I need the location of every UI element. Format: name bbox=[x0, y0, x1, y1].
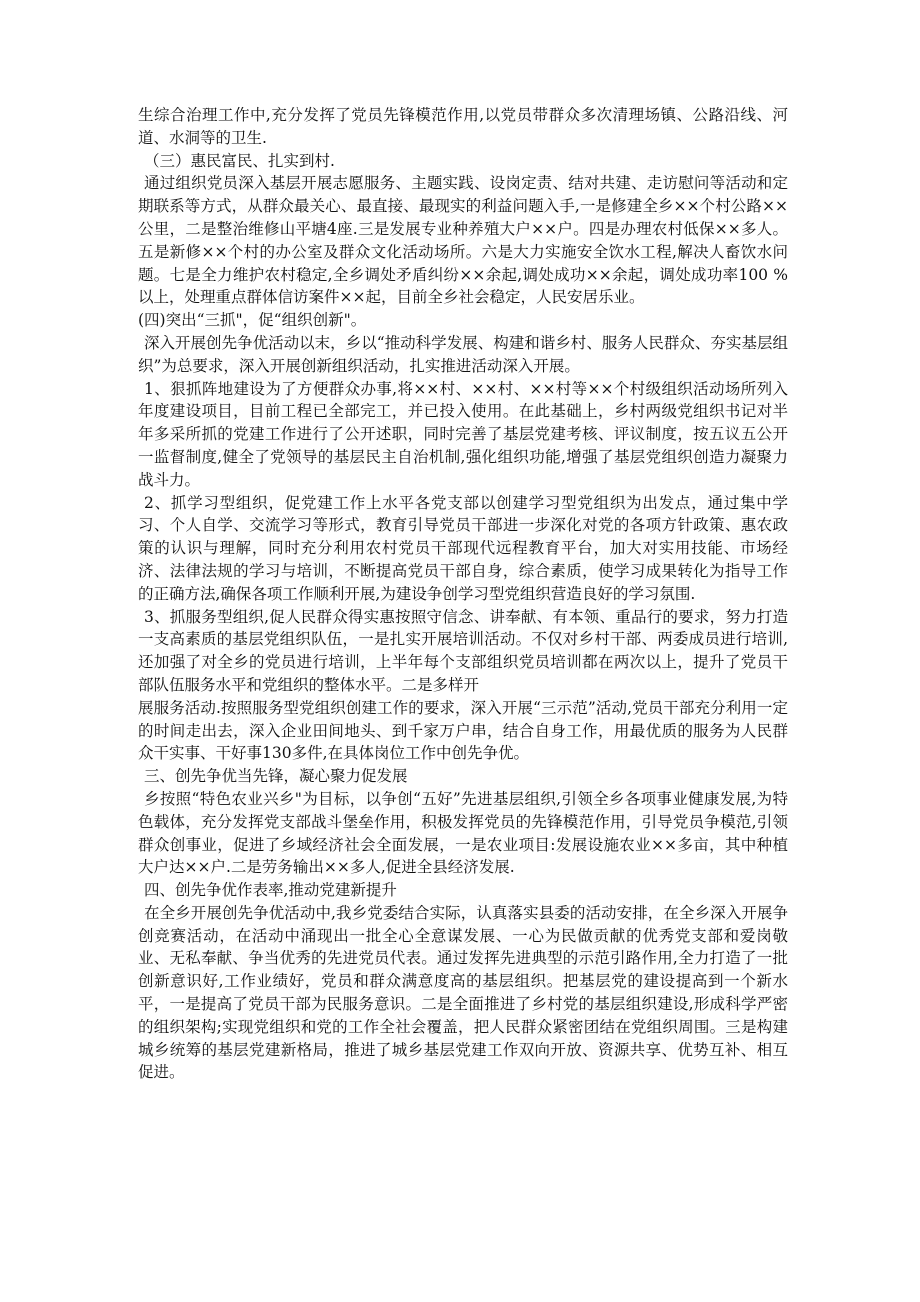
heading-three-grasps: (四)突出“三抓"，促“组织创新"。 bbox=[138, 311, 367, 330]
paragraph-special-agriculture: 乡按照“特色农业兴乡"为目标，以争创“五好”先进基层组织,引领全乡各项事业健康发展,为特色载体，充分发挥党支部战斗堡垒作用，积极发挥党员的先锋模范作用，引导党员争模范,引领群众创事业，促进了乡域经济社会全面发展，一是农业项目:发展设施农业××多亩，其中种植大户达××户.二是劳务输出××多人,促进全县经济发展. bbox=[138, 789, 788, 877]
heading-benefit-villagers: （三）惠民富民、扎实到村. bbox=[144, 151, 335, 170]
paragraph-innovation-activity: 深入开展创先争优活动以末，乡以“推动科学发展、构建和谐乡村、服务人民群众、夯实基层组织”为总要求，深入开展创新组织活动，扎实推进活动深入开展。 bbox=[138, 333, 788, 375]
paragraph-service-organization: 3、抓服务型组织,促人民群众得实惠按照守信念、讲奉献、有本领、重品行的要求，努力打造一支高素质的基层党组织队伍，一是扎实开展培训活动。不仅对乡村干部、两委成员进行培训,还加强了对全乡的党员进行培训，上半年每个支部组织党员培训都在两次以上，提升了党员干部队伍服务水平和党组织的整体水平。二是多样开 bbox=[138, 607, 788, 694]
paragraph-position-building: 1、狠抓阵地建设为了方便群众办事,将××村、××村、××村等××个村级组织活动场所列入年度建设项目，目前工程已全部完工，并已投入使用。在此基础上，乡村两级党组织书记对半年多采所抓的党建工作进行了公开述职，同时完善了基层党建考核、评议制度，按五议五公开一监督制度,健全了党领导的基层民主自治机制,强化组织功能,增强了基层党组织创造力凝聚力战斗力。 bbox=[138, 379, 788, 489]
heading-section-four: 四、创先争优作表率,推动党建新提升 bbox=[144, 881, 397, 900]
paragraph-volunteer-service: 通过组织党员深入基层开展志愿服务、主题实践、设岗定责、结对共建、走访慰问等活动和定期联系等方式，从群众最关心、最直接、最现实的利益问题入手,一是修建全乡××个村公路××公里，二是整治维修山平塘4座.三是发展专业种养殖大户××户。四是办理农村低保××多人。五是新修××个村的办公室及群众文化活动场所。六是大力实施安全饮水工程,解决人畜饮水问题。七是全力维护农村稳定,全乡调处矛盾纠纷××余起,调处成功××余起，调处成功率100 %以上，处理重点群体信访案件××起，目前全乡社会稳定，人民安居乐业。 bbox=[138, 174, 788, 307]
paragraph-competition-activity: 在全乡开展创先争优活动中,我乡党委结合实际，认真落实县委的活动安排，在全乡深入开展争创竞赛活动，在活动中涌现出一批全心全意谋发展、一心为民做贡献的优秀党支部和爱岗敬业、无私奉献、争当优秀的先进党员代表。通过发挥先进典型的示范引路作用,全力打造了一批创新意识好,工作业绩好，党员和群众满意度高的基层组织。把基层党的建设提高到一个新水平，一是提高了党员干部为民服务意识。二是全面推进了乡村党的基层组织建设,形成科学严密的组织架构;实现党组织和党的工作全社会覆盖，把人民群众紧密团结在党组织周围。三是构建城乡统筹的基层党建新格局，推进了城乡基层党建工作双向开放、资源共享、优势互补、相互促进。 bbox=[138, 903, 788, 1082]
document-body bbox=[138, 104, 788, 1084]
paragraph-learning-organization: 2、抓学习型组织，促党建工作上水平各党支部以创建学习型党组织为出发点，通过集中学习、个人自学、交流学习等形式，教育引导党员干部进一步深化对党的各项方针政策、惠农政策的认识与理解，同时充分利用农村党员干部现代远程教育平台，加大对实用技能、市场经济、法律法规的学习与培训，不断提高党员干部自身，综合素质，使学习成果转化为指导工作的正确方法,确保各项工作顺利开展,为建设争创学习型党组织营造良好的学习氛围. bbox=[138, 493, 788, 603]
paragraph-service-activities: 展服务活动.按照服务型党组织创建工作的要求，深入开展“三示范”活动,党员干部充分利用一定的时间走出去，深入企业田间地头、到千家万户串，结合自身工作，用最优质的服务为人民群众干实事、干好事130多件,在具体岗位工作中创先争优。 bbox=[138, 698, 788, 763]
paragraph-hygiene: 生综合治理工作中,充分发挥了党员先锋模范作用,以党员带群众多次清理场镇、公路沿线、河道、水洞等的卫生. bbox=[138, 106, 788, 147]
heading-section-three: 三、创先争优当先锋，凝心聚力促发展 bbox=[144, 767, 408, 786]
